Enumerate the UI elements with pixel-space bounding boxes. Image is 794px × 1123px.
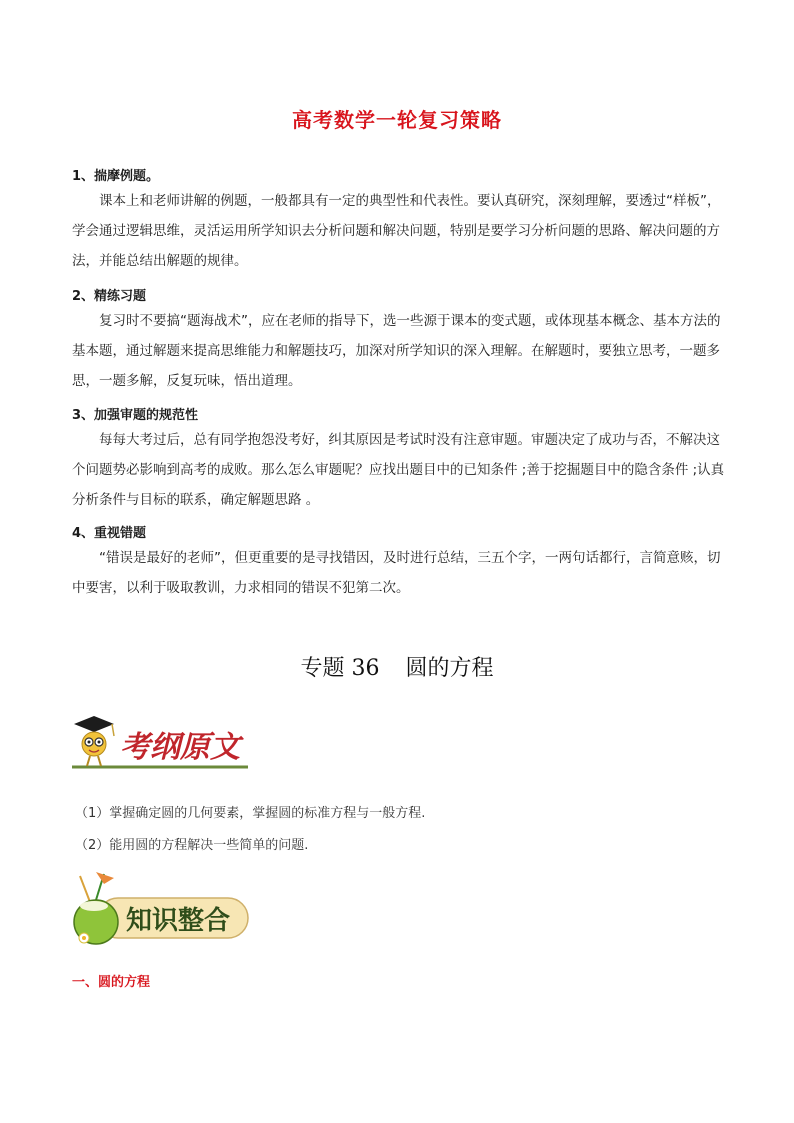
topic-number: 专题 36 [300, 656, 380, 681]
banner-knowledge-text: 知识整合 [126, 906, 231, 936]
section-heading-3: 3、加强审题的规范性 [72, 408, 199, 423]
section-heading-1: 1、揣摩例题。 [72, 169, 160, 184]
coconut-drink-icon [74, 872, 118, 944]
graduate-mascot-icon [74, 716, 114, 766]
exam-outline-banner [70, 710, 250, 772]
exam-item-2: （2）能用圆的方程解决一些简单的问题. [75, 838, 309, 853]
section-body-1: 课本上和老师讲解的例题，一般都具有一定的典型性和代表性。要认真研究，深刻理解，要透过“样板”，学会通过逻辑思维，灵活运用所学知识去分析问题和解决问题，特别是要学习分析问题的思路、解决问题的方法，并能总结出解题的规律。 [72, 193, 721, 269]
banner-exam-text: 考纲原文 [120, 730, 240, 765]
exam-item-1: （1）掌握确定圆的几何要素，掌握圆的标准方程与一般方程. [75, 806, 426, 821]
section-body-3: 每每大考过后，总有同学抱怨没考好，纠其原因是考试时没有注意审题。审题决定了成功与否，不解决这个问题势必影响到高考的成败。那么怎么审题呢？应找出题目中的已知条件 ;善于挖掘题目中的隐含条件 ;认真分析条件与目标的联系，确定解题思路 。 [72, 432, 725, 508]
subsection-heading: 一、圆的方程 [72, 975, 151, 990]
section-heading-4: 4、重视错题 [72, 526, 147, 541]
topic-name: 圆的方程 [405, 656, 494, 681]
topic-title [0, 651, 794, 682]
page-title: 高考数学一轮复习策略 [292, 108, 502, 132]
knowledge-banner [70, 868, 250, 952]
section-heading-2: 2、精练习题 [72, 289, 147, 304]
section-body-4: “错误是最好的老师”，但更重要的是寻找错因，及时进行总结，三五个字，一两句话都行，言简意赅，切中要害，以利于吸取教训，力求相同的错误不犯第二次。 [72, 550, 721, 596]
section-body-2: 复习时不要搞“题海战术”，应在老师的指导下，选一些源于课本的变式题，或体现基本概念、基本方法的基本题，通过解题来提高思维能力和解题技巧，加深对所学知识的深入理解。在解题时，要独立思考，一题多思，一题多解，反复玩味，悟出道理。 [72, 313, 721, 389]
